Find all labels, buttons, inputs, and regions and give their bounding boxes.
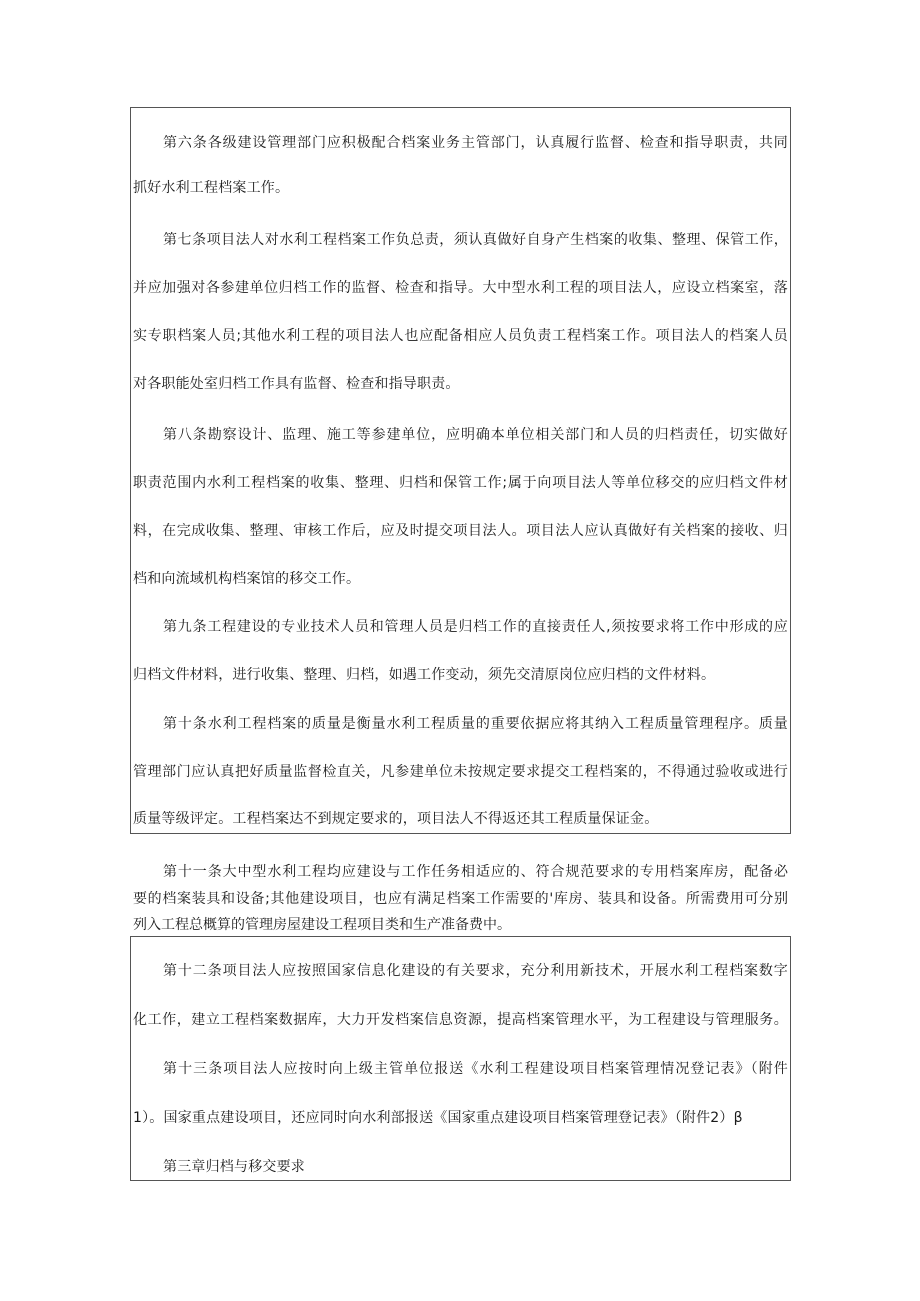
article-8-line-3: 料，在完成收集、整理、审核工作后，应及时提交项目法人。项目法人应认真做好有关档案的接收、归 <box>133 523 788 539</box>
article-8-line-1: 第八条勘察设计、监理、施工等参建单位，应明确本单位相关部门和人员的归档责任，切实做好 <box>163 427 788 443</box>
article-11-line-3: 列入工程总概算的管理房屋建设工程项目类和生产准备费中。 <box>133 917 511 933</box>
article-6-line-1: 第六条各级建设管理部门应积极配合档案业务主管部门，认真履行监督、检查和指导职责，共同 <box>163 135 788 151</box>
article-11-line-1: 第十一条大中型水利工程均应建设与工作任务相适应的、符合规范要求的专用档案库房，配备必 <box>163 864 788 880</box>
article-12-line-2: 化工作，建立工程档案数据库，大力开发档案信息资源，提高档案管理水平，为工程建设与管理服务。 <box>133 1012 788 1028</box>
article-13-line-1: 第十三条项目法人应按时向上级主管单位报送《水利工程建设项目档案管理情况登记表》（附件 <box>163 1061 788 1077</box>
article-13-line-2: 1）。国家重点建设项目，还应同时向水利部报送《国家重点建设项目档案管理登记表》（附件2）β <box>133 1110 743 1126</box>
article-7-line-4: 对各职能处室归档工作具有监督、检查和指导职责。 <box>133 376 460 392</box>
article-7-line-1: 第七条项目法人对水利工程档案工作负总责，须认真做好自身产生档案的收集、整理、保管工作， <box>163 232 788 248</box>
article-10-line-2: 管理部门应认真把好质量监督检直关，凡参建单位未按规定要求提交工程档案的，不得通过验收或进行 <box>133 764 788 780</box>
article-9-line-1: 第九条工程建设的专业技术人员和管理人员是归档工作的直接责任人,须按要求将工作中形成的应 <box>163 619 788 635</box>
article-10-line-1: 第十条水利工程档案的质量是衡量水利工程质量的重要依据应将其纳入工程质量管理程序。质量 <box>163 716 788 732</box>
chapter-3-heading: 第三章归档与移交要求 <box>163 1159 305 1175</box>
article-10-line-3: 质量等级评定。工程档案达不到规定要求的，项目法人不得返还其工程质量保证金。 <box>133 811 659 827</box>
article-8-line-2: 职责范围内水利工程档案的收集、整理、归档和保管工作;属于向项目法人等单位移交的应归档文件材 <box>133 475 788 491</box>
article-12-line-1: 第十二条项目法人应按照国家信息化建设的有关要求，充分利用新技术，开展水利工程档案数字 <box>163 963 788 979</box>
article-7-line-3: 实专职档案人员;其他水利工程的项目法人也应配备相应人员负责工程档案工作。项目法人的档案人员 <box>133 328 788 344</box>
article-11-line-2: 要的档案装具和设备;其他建设项目，也应有满足档案工作需要的'库房、装具和设备。所需费用可分别 <box>133 891 788 907</box>
article-7-line-2: 并应加强对各参建单位归档工作的监督、检查和指导。大中型水利工程的项目法人，应设立档案室，落 <box>133 280 788 296</box>
article-9-line-2: 归档文件材料，进行收集、整理、归档，如遇工作变动，须先交清原岗位应归档的文件材料。 <box>133 667 716 683</box>
article-8-line-4: 档和向流域机构档案馆的移交工作。 <box>133 571 361 587</box>
article-6-line-2: 抓好水利工程档案工作。 <box>133 180 290 196</box>
